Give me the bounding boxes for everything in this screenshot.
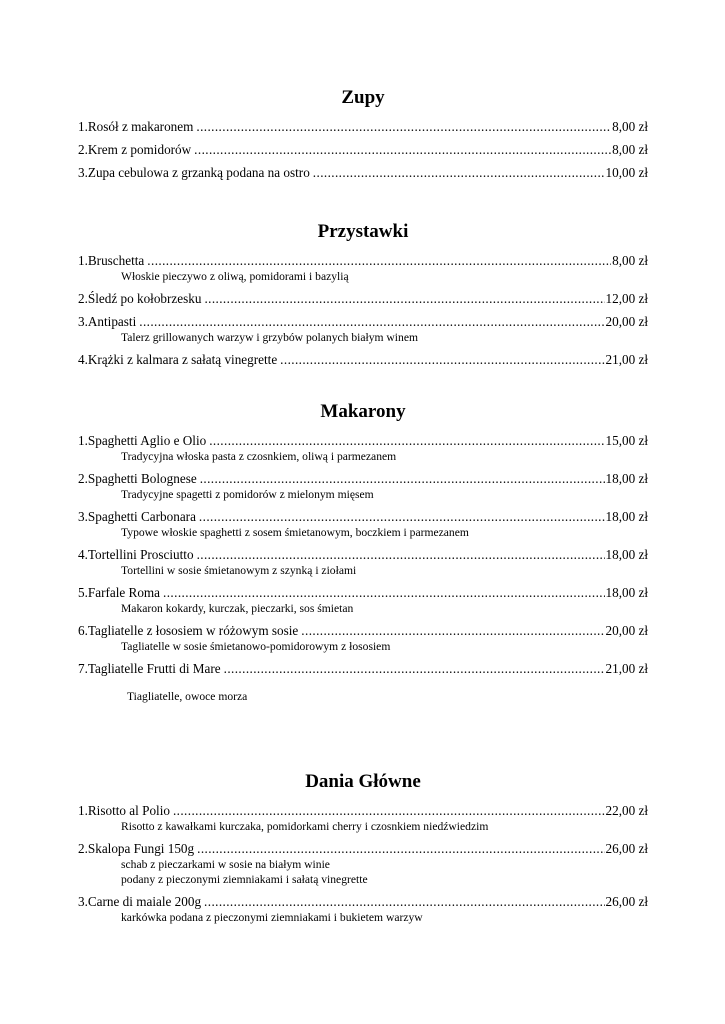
item-price: 18,00 zł	[605, 471, 648, 486]
menu-item	[78, 432, 648, 464]
item-price: 18,00 zł	[605, 509, 648, 524]
menu-item	[78, 840, 648, 887]
item-name: 2.Śledź po kołobrzesku	[78, 291, 202, 306]
section-title: Zupy	[341, 87, 385, 108]
item-name: 1.Risotto al Polio	[78, 803, 170, 818]
item-price: 8,00 zł	[612, 119, 648, 134]
item-name: 5.Farfale Roma	[78, 585, 161, 600]
item-description: karkówka podana z pieczonymi ziemniakami i bukietem warzyw	[121, 911, 423, 924]
item-name: 3.Zupa cebulowa z grzanką podana na ostro	[78, 165, 310, 180]
dot-leader	[200, 470, 605, 487]
item-description: Tortellini w sosie śmietanowym z szynką i ziołami	[121, 564, 357, 577]
item-name: 7.Tagliatelle Frutti di Mare	[78, 661, 221, 676]
item-description: Tagliatelle w sosie śmietanowo-pomidorowym z łososiem	[121, 640, 391, 653]
item-price: 21,00 zł	[605, 661, 648, 676]
item-description: schab z pieczarkami w sosie na białym winie	[121, 858, 330, 871]
section-makarony	[78, 401, 648, 710]
section-przystawki	[78, 221, 648, 374]
item-price: 21,00 zł	[605, 352, 648, 367]
item-price: 8,00 zł	[612, 142, 648, 157]
dot-leader	[139, 313, 604, 330]
dot-leader	[196, 118, 611, 135]
item-price: 12,00 zł	[605, 291, 648, 306]
item-name: 2.Spaghetti Bolognese	[78, 471, 197, 486]
menu-item	[78, 893, 648, 925]
item-description: Typowe włoskie spaghetti z sosem śmietanowym, boczkiem i parmezanem	[121, 526, 469, 539]
section-title: Dania Główne	[305, 771, 421, 792]
item-name: 6.Tagliatelle z łososiem w różowym sosie	[78, 623, 299, 638]
dot-leader	[224, 660, 605, 677]
item-name: 3.Antipasti	[78, 314, 137, 329]
item-description: Tiagliatelle, owoce morza	[127, 690, 248, 703]
menu-item	[78, 660, 648, 704]
item-price: 26,00 zł	[605, 894, 648, 909]
item-price: 10,00 zł	[605, 165, 648, 180]
dot-leader	[204, 893, 604, 910]
item-description: Makaron kokardy, kurczak, pieczarki, sos śmietan	[121, 602, 354, 615]
item-name: 3.Spaghetti Carbonara	[78, 509, 196, 524]
item-name: 2.Krem z pomidorów	[78, 142, 192, 157]
menu-item	[78, 164, 648, 181]
item-description-line-2: podany z pieczonymi ziemniakami i sałatą vinegrette	[121, 873, 368, 886]
menu-item	[78, 141, 648, 158]
item-name: 1.Spaghetti Aglio e Olio	[78, 433, 207, 448]
item-price: 8,00 zł	[612, 253, 648, 268]
section-dania-glowne	[78, 771, 648, 931]
section-title: Przystawki	[317, 221, 409, 242]
menu-item	[78, 470, 648, 502]
menu-item	[78, 508, 648, 540]
dot-leader	[280, 351, 604, 368]
item-price: 18,00 zł	[605, 585, 648, 600]
dot-leader	[147, 252, 611, 269]
item-name: 4.Tortellini Prosciutto	[78, 547, 194, 562]
dot-leader	[163, 584, 604, 601]
dot-leader	[209, 432, 604, 449]
menu-item	[78, 546, 648, 578]
dot-leader	[301, 622, 604, 639]
menu-item	[78, 313, 648, 345]
section-title: Makarony	[320, 401, 406, 422]
dot-leader	[199, 508, 605, 525]
item-price: 20,00 zł	[605, 623, 648, 638]
item-price: 18,00 zł	[605, 547, 648, 562]
item-price: 26,00 zł	[605, 841, 648, 856]
item-name: 1.Bruschetta	[78, 253, 145, 268]
item-price: 15,00 zł	[605, 433, 648, 448]
menu-item	[78, 351, 648, 368]
menu-item	[78, 118, 648, 135]
menu-item	[78, 622, 648, 654]
item-description: Włoskie pieczywo z oliwą, pomidorami i bazylią	[121, 270, 349, 283]
dot-leader	[197, 546, 605, 563]
dot-leader	[204, 290, 604, 307]
section-zupy	[78, 87, 648, 187]
item-name: 1.Rosół z makaronem	[78, 119, 194, 134]
menu-item	[78, 584, 648, 616]
item-name: 2.Skalopa Fungi 150g	[78, 841, 195, 856]
item-description: Risotto z kawałkami kurczaka, pomidorkami cherry i czosnkiem niedźwiedzim	[121, 820, 489, 833]
menu-item	[78, 802, 648, 834]
dot-leader	[313, 164, 605, 181]
item-description: Tradycyjne spagetti z pomidorów z mielonym mięsem	[121, 488, 374, 501]
menu-item	[78, 252, 648, 284]
menu-item	[78, 290, 648, 307]
dot-leader	[197, 840, 604, 857]
dot-leader	[194, 141, 611, 158]
item-description: Tradycyjna włoska pasta z czosnkiem, oliwą i parmezanem	[121, 450, 397, 463]
item-name: 3.Carne di maiale 200g	[78, 894, 202, 909]
dot-leader	[173, 802, 605, 819]
item-price: 22,00 zł	[605, 803, 648, 818]
item-price: 20,00 zł	[605, 314, 648, 329]
item-description: Talerz grillowanych warzyw i grzybów polanych białym winem	[121, 331, 418, 344]
item-name: 4.Krążki z kalmara z sałatą vinegrette	[78, 352, 278, 367]
